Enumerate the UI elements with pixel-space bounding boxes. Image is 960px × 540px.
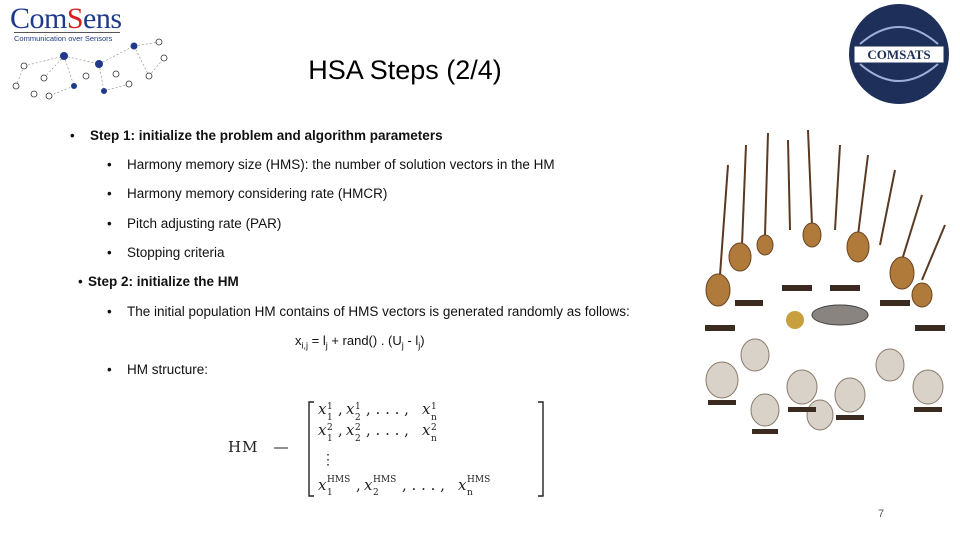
list-item bbox=[107, 216, 281, 231]
svg-text:1: 1 bbox=[431, 402, 437, 412]
svg-text:2: 2 bbox=[373, 488, 379, 498]
svg-text:n: n bbox=[467, 488, 473, 498]
comsens-logo bbox=[4, 2, 174, 102]
comsats-logo bbox=[840, 2, 958, 106]
bullet-marker: • bbox=[107, 362, 112, 377]
list-item bbox=[107, 157, 555, 172]
svg-text:x: x bbox=[318, 421, 327, 439]
svg-text:, . . . ,: , . . . , bbox=[402, 476, 445, 494]
bullet-step1 bbox=[70, 128, 443, 143]
list-item-text: Harmony memory size (HMS): the number of solution vectors in the HM bbox=[127, 157, 555, 172]
slide-title: HSA Steps (2/4) bbox=[308, 55, 502, 85]
instruments-image bbox=[690, 125, 958, 455]
left-bracket bbox=[309, 402, 314, 496]
svg-text:1: 1 bbox=[355, 402, 361, 412]
bullet-marker: • bbox=[78, 274, 83, 289]
svg-text:2: 2 bbox=[431, 423, 437, 433]
step2-heading: Step 2: initialize the HM bbox=[88, 274, 239, 289]
hm-matrix bbox=[222, 398, 552, 500]
svg-text:x: x bbox=[364, 476, 373, 494]
svg-text:n: n bbox=[431, 434, 437, 444]
list-item bbox=[107, 362, 208, 377]
svg-text:x: x bbox=[422, 421, 431, 439]
list-item-text: Pitch adjusting rate (PAR) bbox=[127, 216, 282, 231]
list-item-text: Harmony memory considering rate (HMCR) bbox=[127, 186, 388, 201]
svg-text:2: 2 bbox=[355, 423, 361, 433]
page-number: 7 bbox=[878, 508, 885, 520]
bullet-step2 bbox=[78, 274, 239, 289]
svg-text:x: x bbox=[346, 400, 355, 418]
svg-text:x: x bbox=[422, 400, 431, 418]
svg-text:x: x bbox=[458, 476, 467, 494]
matrix-row-hms bbox=[318, 475, 490, 498]
bullet-marker: • bbox=[107, 157, 112, 172]
list-item-text: The initial population HM contains of HMS vectors is generated randomly as follows: bbox=[127, 304, 630, 319]
bullet-marker: • bbox=[107, 245, 112, 260]
svg-text:1: 1 bbox=[327, 488, 333, 498]
svg-text:2: 2 bbox=[355, 434, 361, 444]
bullet-marker: • bbox=[107, 304, 112, 319]
hm-label: HM bbox=[228, 438, 259, 456]
svg-text:1: 1 bbox=[327, 413, 333, 423]
bullet-marker: • bbox=[107, 216, 112, 231]
matrix-row-2 bbox=[318, 421, 437, 444]
init-formula: $x_{i,j} = l_j$ + rand() . $(U_j - l_j)$ bbox=[295, 333, 425, 351]
comsens-wordmark: ComSens bbox=[10, 2, 122, 35]
list-item-text: Stopping criteria bbox=[127, 245, 225, 260]
matrix-row-1 bbox=[318, 400, 437, 423]
svg-text:2: 2 bbox=[327, 423, 333, 433]
svg-text:2: 2 bbox=[355, 413, 361, 423]
step1-heading: Step 1: initialize the problem and algorithm parameters bbox=[90, 128, 443, 143]
comsats-wordmark: COMSATS bbox=[867, 47, 931, 62]
svg-text:HMS: HMS bbox=[373, 475, 397, 485]
svg-text:x: x bbox=[346, 421, 355, 439]
svg-text:x: x bbox=[318, 400, 327, 418]
svg-text:HMS: HMS bbox=[327, 475, 351, 485]
list-item bbox=[107, 186, 387, 201]
svg-text:1: 1 bbox=[327, 434, 333, 444]
svg-text:,: , bbox=[338, 421, 343, 439]
svg-text:1: 1 bbox=[327, 402, 333, 412]
svg-text:, . . . ,: , . . . , bbox=[366, 400, 409, 418]
svg-text:, . . . ,: , . . . , bbox=[366, 421, 409, 439]
matrix-vertical-dots: ⋮ bbox=[321, 452, 335, 468]
list-item-text: HM structure: bbox=[127, 362, 209, 377]
svg-text:n: n bbox=[431, 413, 437, 423]
svg-text:x: x bbox=[318, 476, 327, 494]
right-bracket bbox=[538, 402, 543, 496]
svg-text:,: , bbox=[356, 476, 361, 494]
bullet-marker: • bbox=[107, 186, 112, 201]
comsens-tagline: Communication over Sensors bbox=[14, 32, 120, 43]
svg-text:,: , bbox=[338, 400, 343, 418]
bullet-marker: • bbox=[70, 128, 75, 143]
list-item bbox=[107, 245, 225, 260]
svg-text:HMS: HMS bbox=[467, 475, 491, 485]
list-item bbox=[107, 304, 630, 319]
